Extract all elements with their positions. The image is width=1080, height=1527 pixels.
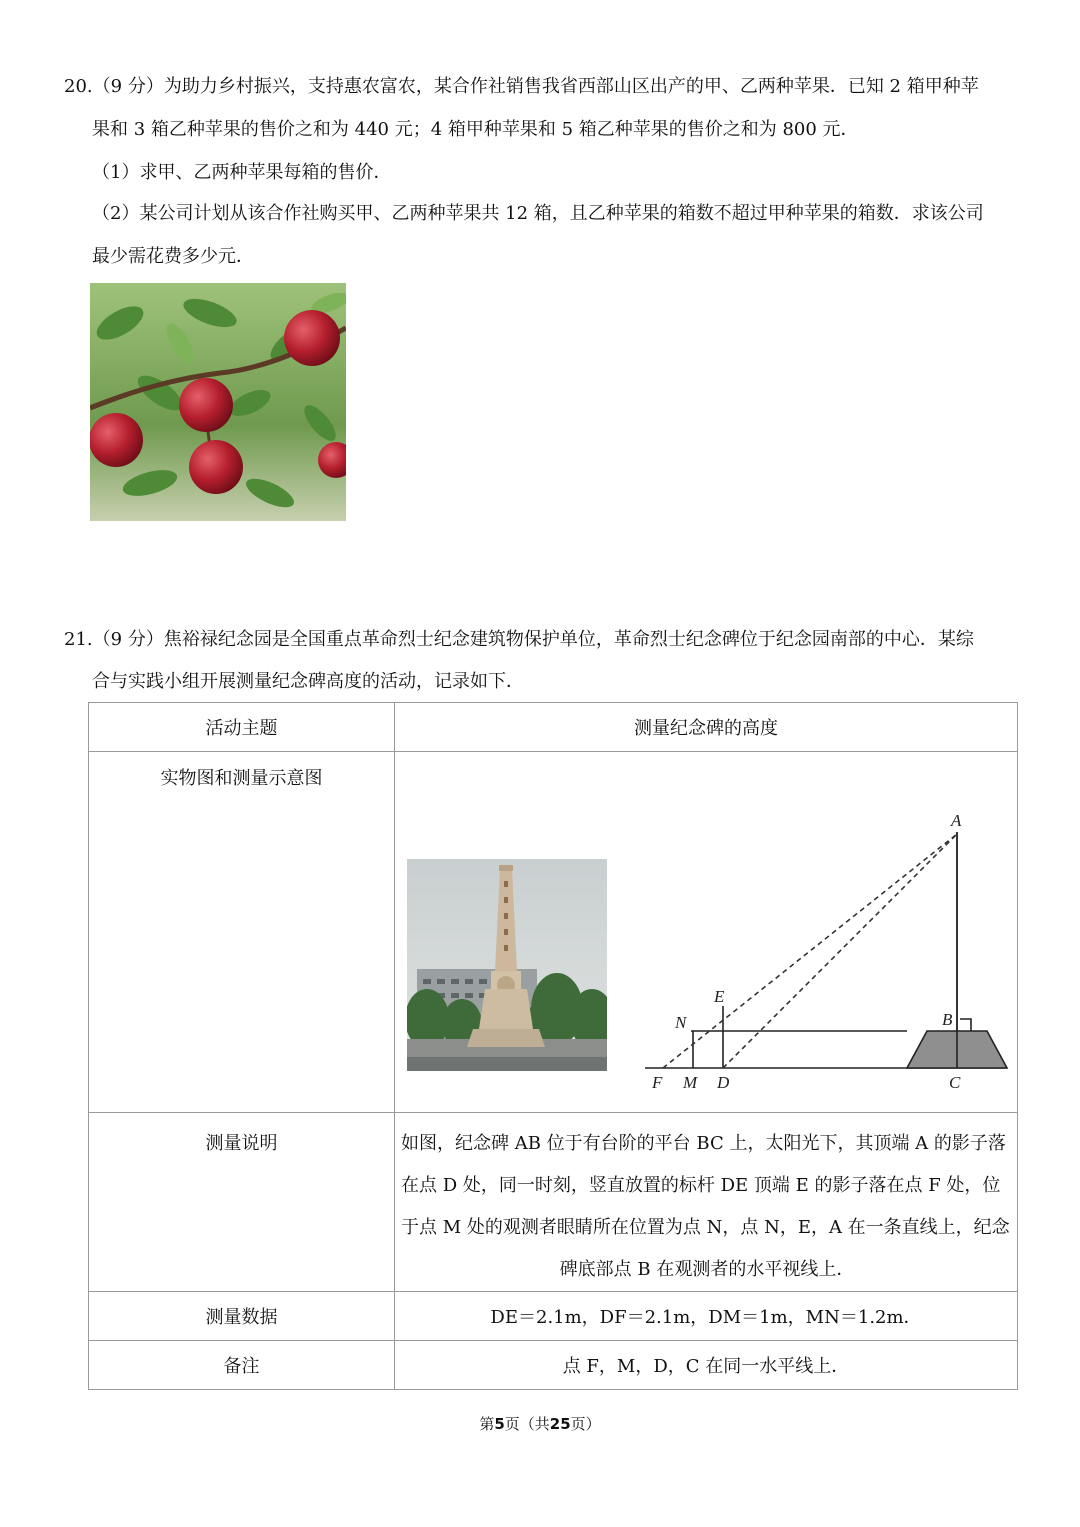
table-row [89,1292,1018,1341]
theme-label: 活动主题 [205,718,278,739]
figure-label: 实物图和测量示意图 [160,768,323,789]
label-a: A [951,812,962,830]
table-row [89,703,1018,752]
footer-mid: 页（共 [504,1415,550,1433]
label-e: E [714,987,725,1006]
monument-photo [407,859,607,1071]
q20-score: （9 分） [92,76,164,97]
q20-part2a: （2）某公司计划从该合作社购买甲、乙两种苹果共 12 箱，且乙种苹果的箱数不超过甲种苹果的箱数．求该公司 [92,203,984,224]
q21-text-1: 焦裕禄纪念园是全国重点革命烈士纪念建筑物保护单位，革命烈士纪念碑位于纪念园南部的中心．某综 [163,629,974,650]
desc-line-3: 于点 M 处的观测者眼睛所在位置为点 N，点 N，E，A 在一条直线上，纪念 [401,1217,1010,1238]
data-label-cell [89,1292,395,1341]
table-row [89,1113,1018,1292]
footer-suffix: 页） [570,1415,601,1433]
desc-line-4: 碑底部点 B 在观测者的水平视线上． [559,1259,855,1280]
note-value-cell [395,1341,1018,1390]
q20-part1: （1）求甲、乙两种苹果每箱的售价． [92,162,392,183]
figure-label-cell [89,752,395,1113]
data-label: 测量数据 [205,1307,278,1328]
desc-text [395,1113,1017,1291]
q20-line1 [64,74,979,100]
footer-page-number: 5 [494,1415,505,1433]
q20-part2b: 最少需花费多少元． [92,246,254,267]
q21-score: （9 分） [92,629,164,650]
footer-prefix: 第 [479,1415,495,1433]
label-b: B [942,1010,953,1029]
q20-line2: 果和 3 箱乙种苹果的售价之和为 440 元；4 箱甲种苹果和 5 箱乙种苹果的售价之和为 800 元． [92,119,859,140]
figure-cell [395,752,1018,1113]
q20-number: 20. [64,76,93,97]
record-table [88,702,1018,1390]
desc-value-cell [395,1113,1018,1292]
desc-line-2: 在点 D 处，同一时刻，竖直放置的标杆 DE 顶端 E 的影子落在点 F 处，位 [401,1175,1001,1196]
label-f: F [652,1073,663,1092]
q20-text-1: 为助力乡村振兴，支持惠农富农，某合作社销售我省西部山区出产的甲、乙两种苹果．已知 2 箱甲种苹 [163,76,979,97]
label-n: N [675,1013,687,1032]
measurement-diagram [635,812,1015,1112]
desc-line-1: 如图，纪念碑 AB 位于有台阶的平台 BC 上，太阳光下，其顶端 A 的影子落 [401,1133,1006,1154]
theme-value: 测量纪念碑的高度 [634,718,778,739]
note-value: 点 F，M，D，C 在同一水平线上． [562,1356,850,1377]
desc-label-cell [89,1113,395,1292]
label-d: D [717,1073,730,1092]
theme-label-cell [89,703,395,752]
q21-line1 [64,627,974,653]
footer-total-pages: 25 [549,1415,571,1433]
desc-label: 测量说明 [205,1133,278,1154]
label-c: C [949,1073,961,1092]
label-m: M [683,1073,698,1092]
data-value: DE＝2.1m，DF＝2.1m，DM＝1m，MN＝1.2m． [490,1307,922,1328]
table-row [89,1341,1018,1390]
q21-number: 21. [64,629,93,650]
note-label: 备注 [223,1356,260,1377]
data-value-cell [395,1292,1018,1341]
theme-value-cell [395,703,1018,752]
page-footer [0,1413,1080,1434]
table-row [89,752,1018,1113]
apple-photo [90,283,346,521]
q21-line2: 合与实践小组开展测量纪念碑高度的活动，记录如下． [92,671,524,692]
note-label-cell [89,1341,395,1390]
